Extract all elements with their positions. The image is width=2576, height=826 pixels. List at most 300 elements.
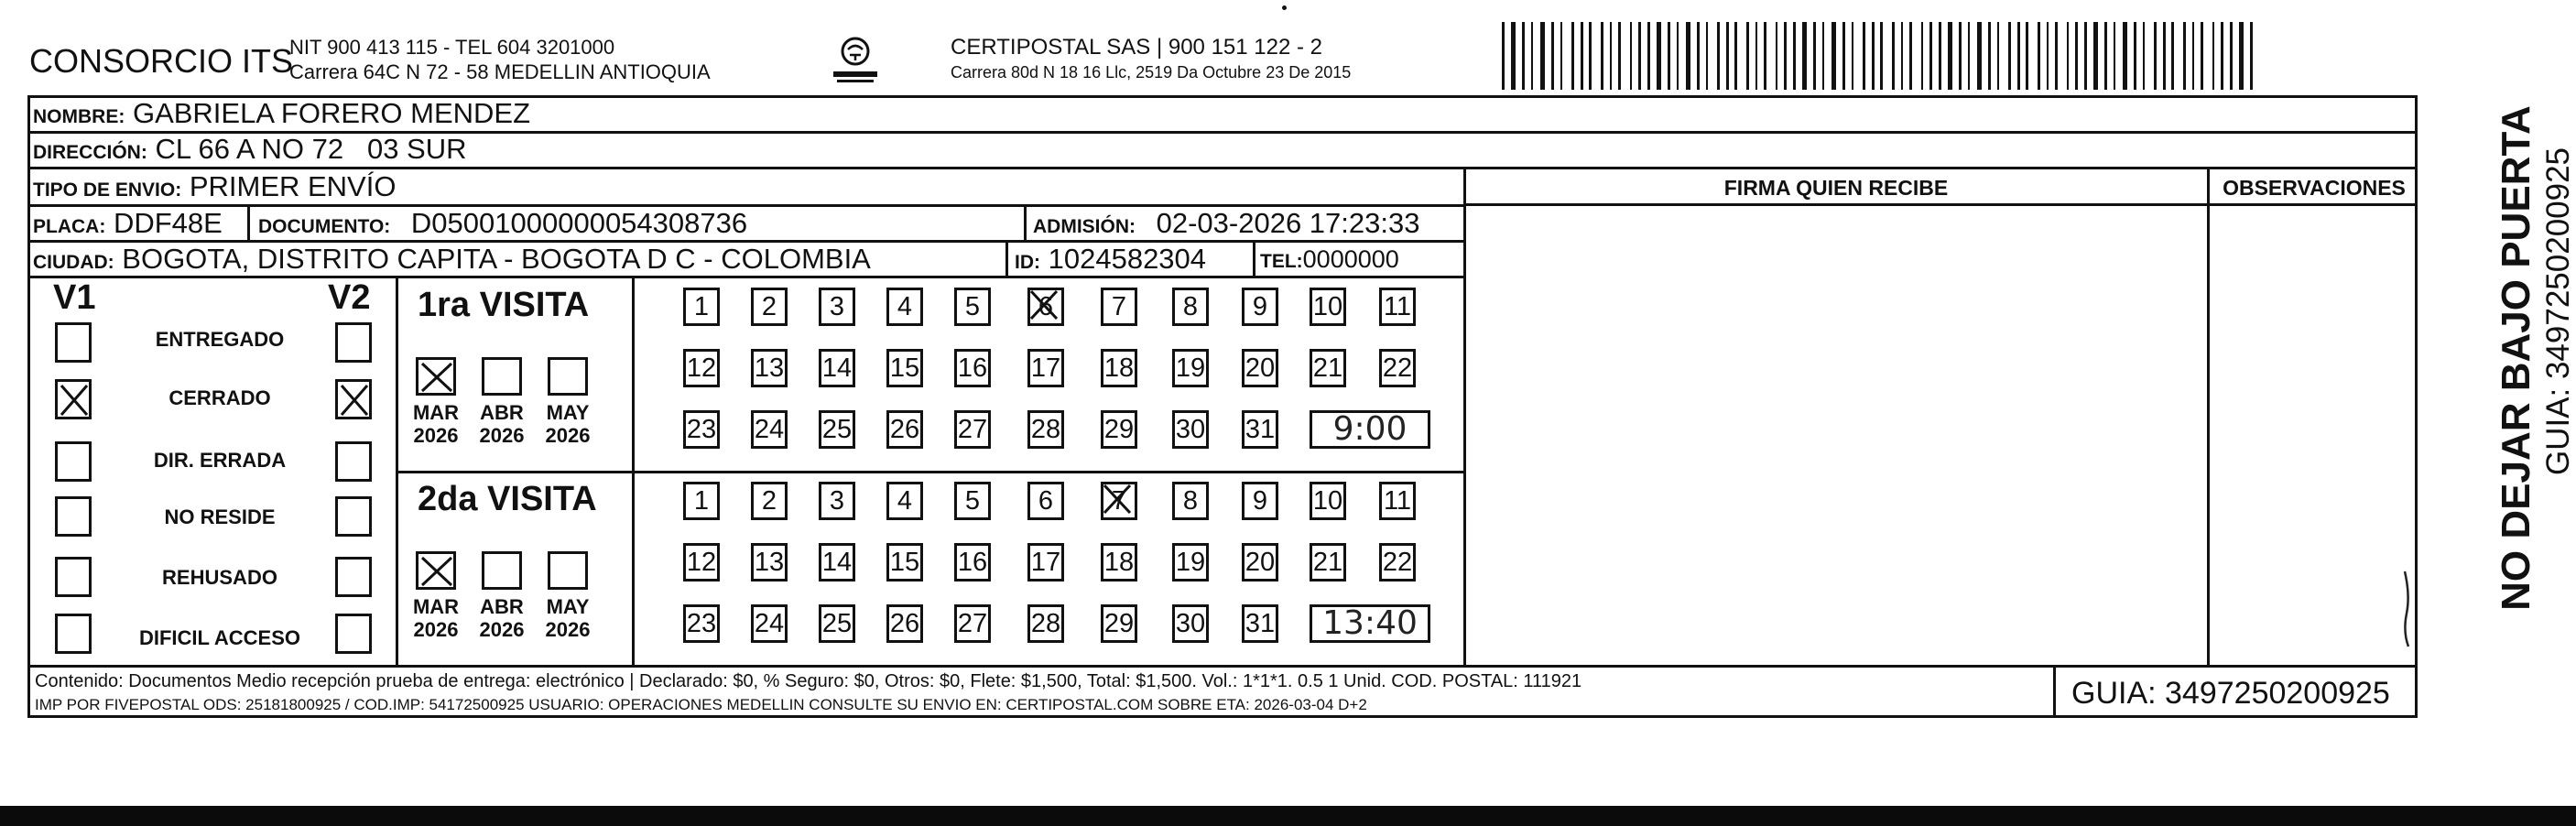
- day-number: 6: [1038, 486, 1054, 516]
- status-v2-checkbox[interactable]: [335, 496, 372, 537]
- barcode-bar: [1560, 22, 1562, 90]
- day-box[interactable]: [751, 349, 788, 387]
- day-mark: [1027, 288, 1064, 335]
- day-box[interactable]: [954, 543, 991, 581]
- nombre-row: [33, 97, 530, 130]
- day-number: 15: [889, 548, 920, 577]
- day-box[interactable]: [683, 604, 720, 643]
- day-number: 3: [829, 486, 845, 516]
- day-number: 6: [1038, 292, 1054, 321]
- barcode-bar: [2075, 22, 2078, 90]
- nombre-label: NOMBRE:: [33, 106, 125, 127]
- day-number: 23: [686, 415, 717, 444]
- barcode-bar: [1776, 22, 1777, 90]
- day-number: 16: [957, 548, 988, 577]
- day-box[interactable]: [1101, 349, 1137, 387]
- barcode-bar: [2212, 22, 2214, 90]
- admision-cell: [1033, 207, 1419, 240]
- day-box[interactable]: [1379, 543, 1416, 581]
- day-number: 20: [1245, 548, 1276, 577]
- barcode-bar: [2134, 22, 2136, 90]
- ciudad-cell: [33, 243, 871, 276]
- status-v2-checkbox[interactable]: [335, 557, 372, 597]
- day-number: 5: [964, 292, 981, 321]
- carrier-address: Carrera 80d N 18 16 Llc, 2519 Da Octubre 23 De 2015: [951, 63, 1352, 82]
- barcode-bar: [2084, 22, 2087, 90]
- barcode-bar: [1717, 22, 1720, 90]
- section-divider: [632, 276, 635, 666]
- barcode-bar: [2239, 22, 2244, 90]
- day-box[interactable]: [1379, 288, 1416, 326]
- barcode-bar: [1755, 22, 1757, 90]
- barcode-bar: [1909, 22, 1912, 90]
- company-nit: NIT 900 413 115 - TEL 604 3201000: [289, 36, 615, 59]
- barcode-bar: [1988, 22, 1991, 90]
- barcode-bar: [1630, 22, 1632, 90]
- day-box[interactable]: [954, 604, 991, 643]
- footer-guia: GUIA: 3497250200925: [2071, 676, 2390, 711]
- id-value: 1024582304: [1048, 243, 1207, 275]
- barcode-bar: [1726, 22, 1729, 90]
- documento-value: D05001000000054308736: [410, 207, 748, 239]
- day-box[interactable]: [751, 482, 788, 520]
- barcode-bar: [2201, 22, 2203, 90]
- day-box[interactable]: [1172, 543, 1209, 581]
- placa-cell: [33, 207, 223, 240]
- day-box[interactable]: [1027, 604, 1064, 643]
- day-number: 2: [761, 292, 777, 321]
- day-number: 2: [761, 486, 777, 516]
- barcode-bar: [1863, 22, 1865, 90]
- day-box[interactable]: [1172, 349, 1209, 387]
- barcode-bar: [2047, 22, 2049, 90]
- day-box[interactable]: [886, 349, 923, 387]
- tel-cell: [1260, 245, 1399, 274]
- month-year: 2026: [479, 424, 525, 447]
- day-number: 23: [686, 609, 717, 638]
- barcode-bar: [1901, 22, 1903, 90]
- day-number: 14: [821, 353, 853, 383]
- day-box[interactable]: [886, 482, 923, 520]
- day-box[interactable]: [751, 543, 788, 581]
- tipo-row: [33, 170, 396, 203]
- day-number: 28: [1030, 415, 1061, 444]
- barcode-bar: [1929, 22, 1932, 90]
- tel-label: TEL:: [1260, 251, 1303, 272]
- day-number: 7: [1111, 486, 1127, 516]
- day-box[interactable]: [1242, 543, 1278, 581]
- nombre-value: GABRIELA FORERO MENDEZ: [132, 97, 531, 129]
- day-number: 25: [821, 609, 853, 638]
- barcode-bar: [1892, 22, 1895, 90]
- day-box[interactable]: [819, 410, 855, 449]
- barcode-bar: [1511, 22, 1516, 90]
- month-label: [473, 401, 531, 447]
- day-mark: [1101, 482, 1137, 529]
- ciudad-label: CIUDAD:: [33, 252, 114, 273]
- footer-contenido: Contenido: Documentos Medio recepción prueba de entrega: electrónico | Declarado: $0, % Seguro: $0, Otros: $0, Flete: $1,500, Total: $1,500. Vol.: 1*1*1. 0.5 1 Unid. COD. POSTAL: 111921: [35, 671, 1582, 691]
- row-divider: [27, 167, 2418, 169]
- month-name: MAR: [412, 401, 460, 424]
- day-number: 8: [1182, 292, 1199, 321]
- id-cell: [1015, 243, 1206, 276]
- barcode-bar: [2026, 22, 2028, 90]
- day-box[interactable]: [1101, 604, 1137, 643]
- day-number: 14: [821, 548, 853, 577]
- day-box[interactable]: [751, 604, 788, 643]
- day-box[interactable]: [819, 288, 855, 326]
- day-box[interactable]: [1027, 482, 1064, 520]
- id-label: ID:: [1015, 252, 1040, 273]
- day-box[interactable]: [954, 288, 991, 326]
- day-box[interactable]: [1379, 349, 1416, 387]
- barcode-bar: [1706, 22, 1708, 90]
- barcode-bar: [1764, 22, 1766, 90]
- barcode-bar: [1968, 22, 1970, 90]
- barcode-bar: [2017, 22, 2020, 90]
- barcode-icon: [1502, 22, 2253, 90]
- certipostal-logo-icon: [830, 33, 881, 86]
- admision-label: ADMISIÓN:: [1033, 216, 1136, 237]
- barcode-bar: [2154, 22, 2157, 90]
- day-number: 31: [1245, 415, 1276, 444]
- day-box[interactable]: [683, 543, 720, 581]
- tipo-value: PRIMER ENVÍO: [189, 170, 397, 202]
- day-number: 1: [693, 486, 710, 516]
- row-divider: [27, 665, 2418, 668]
- barcode-bar: [1589, 22, 1592, 90]
- day-box[interactable]: [1027, 543, 1064, 581]
- day-box[interactable]: [819, 604, 855, 643]
- day-box[interactable]: [1101, 410, 1137, 449]
- month-checkbox[interactable]: [482, 357, 522, 396]
- direccion-value: CL 66 A NO 72 03 SUR: [155, 133, 467, 165]
- day-number: 7: [1111, 292, 1127, 321]
- day-number: 13: [754, 353, 785, 383]
- day-box[interactable]: [1379, 482, 1416, 520]
- cell-divider: [1024, 204, 1027, 241]
- day-box[interactable]: [886, 543, 923, 581]
- barcode-bar: [1601, 22, 1603, 90]
- barcode-bar: [2250, 22, 2253, 90]
- status-v1-checkbox[interactable]: [55, 379, 92, 419]
- day-number: 15: [889, 353, 920, 383]
- day-number: 29: [1103, 609, 1135, 638]
- day-number: 18: [1103, 548, 1135, 577]
- v1-label: V1: [53, 278, 96, 317]
- day-number: 12: [686, 548, 717, 577]
- day-box[interactable]: [1172, 482, 1209, 520]
- day-number: 26: [889, 415, 920, 444]
- direccion-row: [33, 133, 467, 166]
- status-v1-checkbox[interactable]: [55, 614, 92, 654]
- status-label: ENTREGADO: [155, 328, 285, 351]
- day-box[interactable]: [954, 349, 991, 387]
- month-year: 2026: [545, 424, 591, 447]
- barcode-bar: [1571, 22, 1574, 90]
- observaciones-mark: [2397, 568, 2416, 655]
- day-number: 27: [957, 415, 988, 444]
- day-number: 17: [1030, 353, 1061, 383]
- day-number: 3: [829, 292, 845, 321]
- barcode-bar: [2230, 22, 2233, 90]
- day-box[interactable]: [954, 482, 991, 520]
- day-number: 18: [1103, 353, 1135, 383]
- day-number: 31: [1245, 609, 1276, 638]
- barcode-bar: [2171, 22, 2174, 90]
- barcode-bar: [1997, 22, 1999, 90]
- day-box[interactable]: [1027, 288, 1064, 326]
- month-year: 2026: [413, 424, 459, 447]
- status-label: CERRADO: [168, 386, 271, 409]
- month-label: [407, 595, 465, 641]
- bottom-band: [0, 806, 2576, 826]
- barcode-bar: [1831, 22, 1836, 90]
- barcode-bar: [1880, 22, 1883, 90]
- day-box[interactable]: [1172, 604, 1209, 643]
- status-v2-checkbox[interactable]: [335, 322, 372, 363]
- day-box[interactable]: [683, 410, 720, 449]
- tel-value: 0000000: [1302, 245, 1399, 273]
- barcode-bar: [1647, 22, 1650, 90]
- barcode-bar: [2123, 22, 2127, 90]
- day-box[interactable]: [1242, 482, 1278, 520]
- status-label: DIFICIL ACCESO: [138, 626, 300, 649]
- barcode-bar: [1734, 22, 1737, 90]
- month-checkbox[interactable]: [416, 551, 456, 590]
- day-box[interactable]: [1242, 349, 1278, 387]
- visit-time[interactable]: 13:40: [1310, 604, 1430, 643]
- company-address: Carrera 64C N 72 - 58 MEDELLIN ANTIOQUIA: [289, 60, 711, 83]
- barcode-bar: [1793, 22, 1796, 90]
- day-number: 22: [1382, 353, 1413, 383]
- day-number: 9: [1252, 486, 1268, 516]
- row-divider: [1463, 203, 2418, 206]
- no-dejar-warning: NO DEJAR BAJO PUERTA: [2494, 105, 2538, 611]
- barcode-bar: [1531, 22, 1533, 90]
- day-box[interactable]: [1310, 482, 1346, 520]
- day-box[interactable]: [1027, 349, 1064, 387]
- month-checkbox[interactable]: [548, 357, 588, 396]
- month-name: ABR: [480, 595, 524, 618]
- company-name: CONSORCIO ITS: [29, 42, 294, 80]
- day-number: 30: [1175, 609, 1206, 638]
- visit1-title: 1ra VISITA: [418, 286, 590, 324]
- day-number: 24: [754, 415, 785, 444]
- cell-divider: [1253, 240, 1255, 277]
- placa-label: PLACA:: [33, 216, 106, 237]
- day-number: 11: [1383, 292, 1412, 321]
- ciudad-value: BOGOTA, DISTRITO CAPITA - BOGOTA D C - COLOMBIA: [122, 243, 871, 275]
- day-box[interactable]: [819, 543, 855, 581]
- month-label: [538, 595, 597, 641]
- day-number: 26: [889, 609, 920, 638]
- day-number: 8: [1182, 486, 1199, 516]
- barcode-bar: [1697, 22, 1700, 90]
- month-label: [538, 401, 597, 447]
- day-box[interactable]: [1101, 543, 1137, 581]
- observaciones-header: OBSERVACIONES: [2223, 176, 2406, 200]
- status-v1-checkbox[interactable]: [55, 441, 92, 482]
- day-box[interactable]: [1242, 604, 1278, 643]
- day-box[interactable]: [1172, 410, 1209, 449]
- barcode-bar: [2038, 22, 2040, 90]
- status-v2-checkbox[interactable]: [335, 379, 372, 419]
- day-box[interactable]: [1101, 482, 1137, 520]
- barcode-bar: [1921, 22, 1923, 90]
- day-number: 12: [686, 353, 717, 383]
- status-v1-checkbox[interactable]: [55, 496, 92, 537]
- panel-divider: [2207, 167, 2210, 667]
- day-number: 11: [1383, 486, 1412, 516]
- visit-divider: [396, 471, 1465, 473]
- month-label: [407, 401, 465, 447]
- placa-value: DDF48E: [113, 207, 223, 239]
- day-box[interactable]: [1310, 288, 1346, 326]
- status-v2-checkbox[interactable]: [335, 441, 372, 482]
- visit2-title: 2da VISITA: [418, 480, 597, 518]
- footer-divider: [2053, 665, 2056, 718]
- barcode-bar: [2221, 22, 2223, 90]
- barcode-bar: [1551, 22, 1554, 90]
- day-box[interactable]: [1310, 543, 1346, 581]
- barcode-bar: [1842, 22, 1845, 90]
- tipo-label: TIPO DE ENVIO:: [33, 179, 182, 201]
- barcode-bar: [1977, 22, 1982, 90]
- day-box[interactable]: [886, 288, 923, 326]
- barcode-bar: [2055, 22, 2058, 90]
- month-checkbox[interactable]: [482, 551, 522, 590]
- barcode-bar: [1948, 22, 1952, 90]
- day-box[interactable]: [683, 482, 720, 520]
- visit-time[interactable]: 9:00: [1310, 410, 1430, 449]
- day-number: 28: [1030, 609, 1061, 638]
- day-number: 22: [1382, 548, 1413, 577]
- day-box[interactable]: [1242, 410, 1278, 449]
- cell-divider: [247, 204, 250, 241]
- carrier-name: CERTIPOSTAL SAS | 900 151 122 - 2: [951, 35, 1322, 60]
- day-box[interactable]: [954, 410, 991, 449]
- barcode-bar: [1581, 22, 1583, 90]
- barcode-bar: [1872, 22, 1875, 90]
- day-box[interactable]: [1242, 288, 1278, 326]
- day-number: 13: [754, 548, 785, 577]
- barcode-bar: [1668, 22, 1670, 90]
- status-label: REHUSADO: [162, 566, 277, 589]
- month-year: 2026: [413, 618, 459, 641]
- day-box[interactable]: [1172, 288, 1209, 326]
- month-name: MAR: [412, 595, 460, 618]
- status-v1-checkbox[interactable]: [55, 557, 92, 597]
- barcode-bar: [1746, 22, 1749, 90]
- day-number: 21: [1312, 353, 1343, 383]
- status-v2-checkbox[interactable]: [335, 614, 372, 654]
- day-number: 16: [957, 353, 988, 383]
- barcode-bar: [1852, 22, 1853, 90]
- month-year: 2026: [479, 618, 525, 641]
- v2-label: V2: [328, 278, 371, 317]
- status-label: DIR. ERRADA: [153, 449, 287, 472]
- barcode-bar: [1618, 22, 1621, 90]
- day-box[interactable]: [683, 349, 720, 387]
- direccion-label: DIRECCIÓN:: [33, 142, 147, 163]
- barcode-bar: [2008, 22, 2011, 90]
- month-name: MAY: [546, 401, 590, 424]
- day-box[interactable]: [819, 482, 855, 520]
- day-box[interactable]: [886, 604, 923, 643]
- barcode-bar: [1813, 22, 1816, 90]
- month-checkbox[interactable]: [548, 551, 588, 590]
- barcode-bar: [2114, 22, 2115, 90]
- day-number: 19: [1175, 548, 1206, 577]
- barcode-bar: [2192, 22, 2194, 90]
- day-box[interactable]: [819, 349, 855, 387]
- panel-divider: [1463, 167, 1466, 667]
- barcode-bar: [1686, 22, 1690, 90]
- barcode-bar: [1822, 22, 1824, 90]
- day-number: 10: [1312, 486, 1343, 516]
- cell-divider: [1005, 240, 1008, 277]
- day-box[interactable]: [751, 410, 788, 449]
- documento-label: DOCUMENTO:: [258, 216, 391, 237]
- barcode-bar: [2163, 22, 2166, 90]
- barcode-bar: [1610, 22, 1612, 90]
- month-name: ABR: [480, 401, 524, 424]
- barcode-bar: [1959, 22, 1962, 90]
- barcode-bar: [1522, 22, 1525, 90]
- day-box[interactable]: [1310, 349, 1346, 387]
- day-number: 30: [1175, 415, 1206, 444]
- barcode-bar: [1502, 22, 1505, 90]
- admision-value: 02-03-2026 17:23:33: [1156, 207, 1420, 239]
- side-guia: GUIA: 3497250200925: [2540, 147, 2576, 476]
- day-number: 4: [897, 486, 913, 516]
- month-name: MAY: [546, 595, 590, 618]
- day-number: 20: [1245, 353, 1276, 383]
- day-number: 27: [957, 609, 988, 638]
- day-number: 9: [1252, 292, 1268, 321]
- status-v1-checkbox[interactable]: [55, 322, 92, 363]
- status-label: NO RESIDE: [164, 505, 276, 528]
- day-box[interactable]: [1027, 410, 1064, 449]
- day-box[interactable]: [1101, 288, 1137, 326]
- day-box[interactable]: [886, 410, 923, 449]
- day-number: 5: [964, 486, 981, 516]
- day-number: 10: [1312, 292, 1343, 321]
- month-label: [473, 595, 531, 641]
- barcode-bar: [2093, 22, 2098, 90]
- month-checkbox[interactable]: [416, 357, 456, 396]
- barcode-bar: [1784, 22, 1787, 90]
- firma-header: FIRMA QUIEN RECIBE: [1723, 176, 1949, 200]
- barcode-bar: [1657, 22, 1661, 90]
- barcode-bar: [1677, 22, 1679, 90]
- month-year: 2026: [545, 618, 591, 641]
- barcode-bar: [1939, 22, 1941, 90]
- day-number: 17: [1030, 548, 1061, 577]
- day-number: 19: [1175, 353, 1206, 383]
- footer-imp: IMP POR FIVEPOSTAL ODS: 25181800925 / COD.IMP: 54172500925 USUARIO: OPERACIONES MEDELLIN CONSULTE SU ENVIO EN: CERTIPOSTAL.COM SOBRE ETA: 2026-03-04 D+2: [35, 696, 1367, 713]
- barcode-bar: [1638, 22, 1641, 90]
- row-divider: [27, 276, 1465, 278]
- day-box[interactable]: [683, 288, 720, 326]
- day-number: 4: [897, 292, 913, 321]
- documento-cell: [258, 207, 747, 240]
- day-box[interactable]: [751, 288, 788, 326]
- speck: [1282, 5, 1287, 10]
- barcode-bar: [1540, 22, 1545, 90]
- day-number: 29: [1103, 415, 1135, 444]
